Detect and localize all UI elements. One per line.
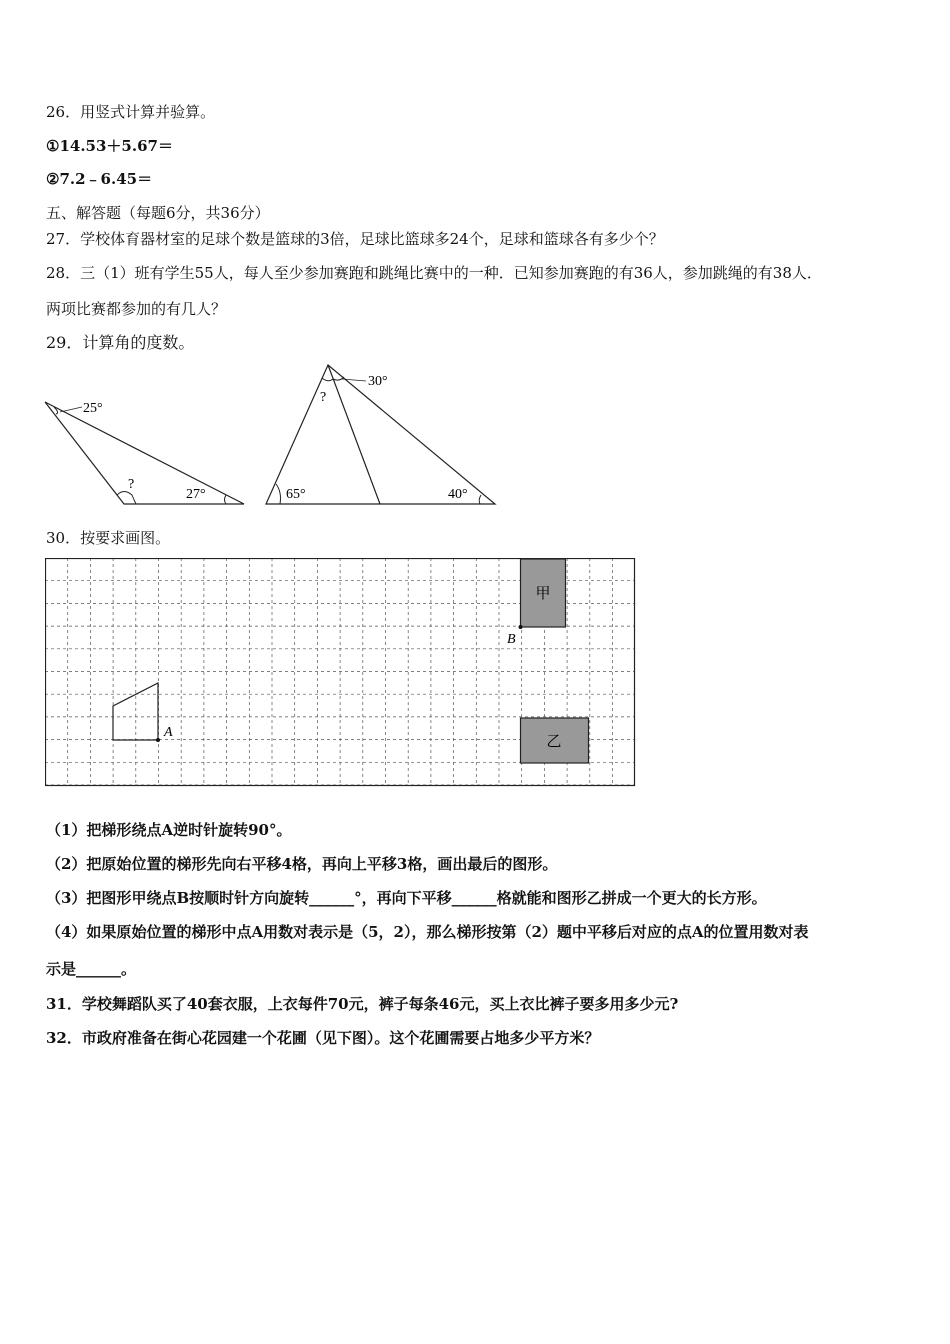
triangle-1-angle-top: 25° [83, 401, 103, 416]
label-A: A [164, 725, 173, 740]
section-5-title: 五、解答题（每题6分，共36分） [46, 204, 270, 222]
q27-text: 27．学校体育器材室的足球个数是篮球的3倍，足球比篮球多24个，足球和篮球各有多少个？ [46, 230, 664, 248]
label-yi: 乙 [546, 734, 562, 750]
triangle-1-leader [60, 407, 82, 412]
q30-grid [45, 558, 637, 788]
q29-triangle-figure-2 [262, 360, 502, 512]
triangle-1-outline [45, 402, 244, 504]
q30-sub-3: （3）把图形甲绕点B按顺时针方向旋转______°，再向下平移______格就能和图形乙拼成一个更大的长方形。 [46, 889, 767, 907]
triangle-2-angle-top: 30° [368, 374, 388, 389]
triangle-2-arc-right [479, 495, 481, 504]
point-A [156, 738, 160, 742]
point-B [519, 625, 523, 629]
q30-title: 30．按要求画图。 [46, 529, 171, 547]
q28-line-1: 28．三（1）班有学生55人，每人至少参加赛跑和跳绳比赛中的一种．已知参加赛跑的有36人，参加跳绳的有38人． [46, 264, 822, 282]
triangle-2-angle-left: 65° [286, 487, 306, 502]
triangle-2-angle-right: 40° [448, 487, 468, 502]
q30-sub-2: （2）把原始位置的梯形先向右平移4格，再向上平移3格，画出最后的图形。 [46, 855, 558, 873]
q30-sub-1: （1）把梯形绕点A逆时针旋转90°。 [46, 821, 292, 839]
q26-item-2: ②7.2﹣6.45＝ [46, 170, 153, 188]
label-B: B [507, 632, 516, 647]
q28-line-2: 两项比赛都参加的有几人？ [46, 300, 227, 318]
triangle-2-angle-unknown: ? [320, 390, 327, 405]
q29-title: 29．计算角的度数。 [46, 333, 195, 352]
label-jia: 甲 [535, 586, 551, 602]
q26-item-1: ①14.53＋5.67＝ [46, 137, 173, 155]
q30-sub-4-line-1: （4）如果原始位置的梯形中点A用数对表示是（5，2），那么梯形按第（2）题中平移后对应的点A的位置用数对表 [46, 923, 809, 941]
q29-triangle-figure-1 [40, 392, 252, 512]
q31-text: 31．学校舞蹈队买了40套衣服，上衣每件70元，裤子每条46元，买上衣比裤子要多用多少元? [46, 995, 679, 1013]
q30-sub-4-line-2: 示是______。 [46, 960, 137, 978]
triangle-1-angle-unknown: ? [128, 477, 135, 492]
triangle-2-arc-left [276, 484, 281, 504]
q32-text: 32．市政府准备在街心花园建一个花圃（见下图）。这个花圃需要占地多少平方米？ [46, 1029, 600, 1047]
triangle-1-arc-right [225, 495, 227, 504]
triangle-1-angle-right: 27° [186, 487, 206, 502]
q26-title: 26．用竖式计算并验算。 [46, 103, 216, 121]
